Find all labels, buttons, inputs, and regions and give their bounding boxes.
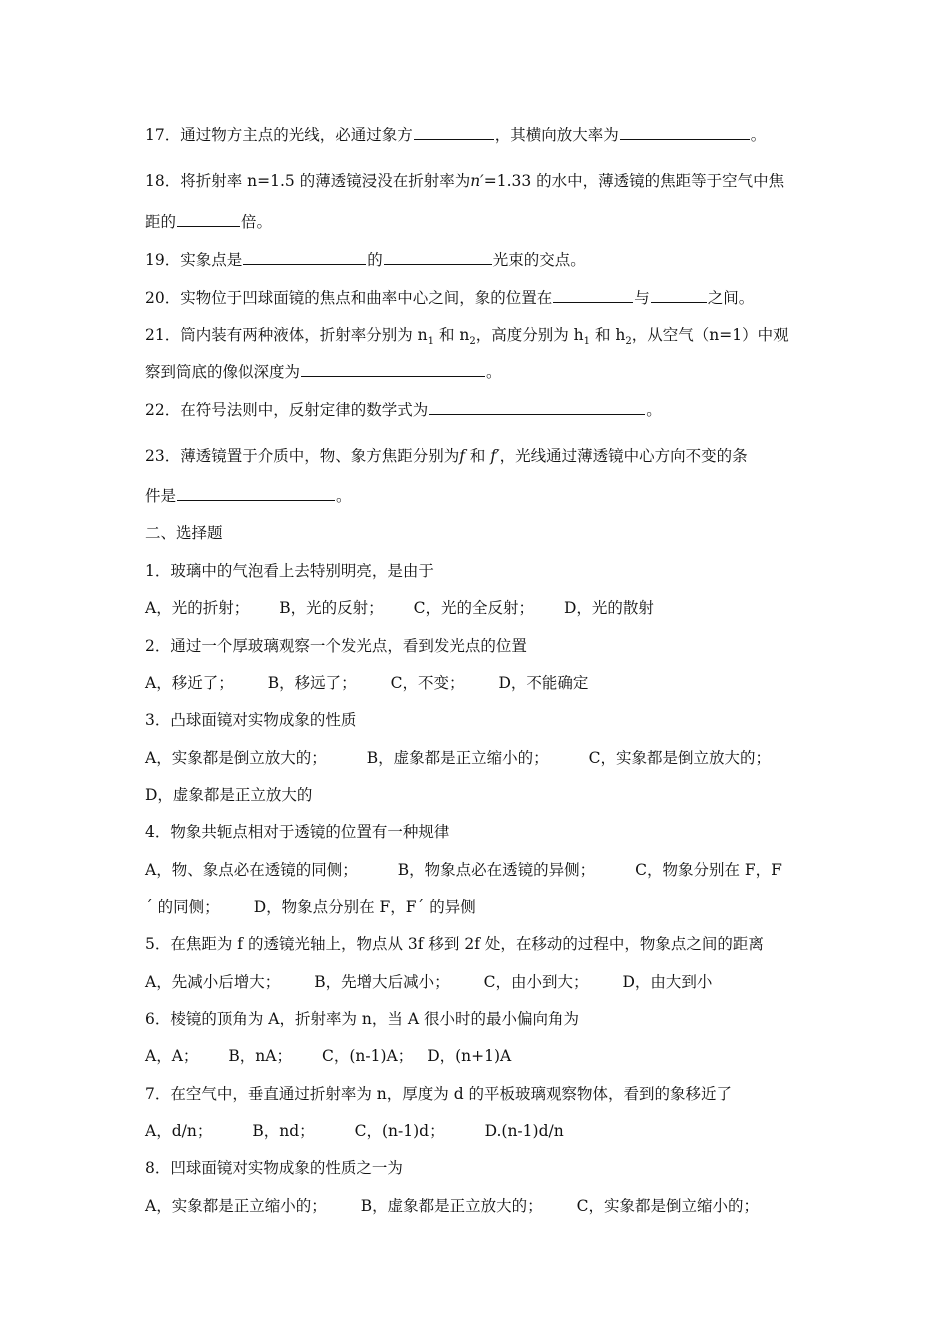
option-a[interactable]: A，移近了； [145,674,234,692]
q21-text: 和 h [590,326,626,344]
blank[interactable] [651,287,707,303]
blank[interactable] [384,249,492,265]
subscript: 2 [625,336,632,347]
option-d[interactable]: D，由大到小 [622,973,713,991]
mcq-question: 6．棱镜的顶角为 A，折射率为 n，当 A 很小时的最小偏向角为 [145,1010,579,1028]
option-b[interactable]: B，物象点必在透镜的异侧； [397,861,596,879]
q23-text: 和 [464,447,491,465]
q19-text: 光束的交点。 [492,251,586,269]
q23-text: 件是 [145,487,177,505]
option-d[interactable]: D，(n+1)A [427,1047,512,1065]
option-b[interactable]: B，虚象都是正立缩小的； [366,749,549,767]
option-d[interactable]: D，光的散射 [563,599,654,617]
q19-text: 的 [367,251,383,269]
mcq-question: 2．通过一个厚玻璃观察一个发光点，看到发光点的位置 [145,637,527,655]
blank[interactable] [429,399,645,415]
blank[interactable] [620,124,750,140]
question-23 [145,446,748,466]
question-18 [145,171,784,191]
option-b[interactable]: B，移远了； [267,674,357,692]
focal-symbol: f′ [490,447,500,465]
option-a[interactable]: A，先减小后增大； [145,973,281,991]
mcq-options [145,673,588,693]
q21-text: 21．筒内装有两种液体，折射率分别为 n [145,326,428,344]
question-21 [145,325,789,345]
q21-text: ，高度分别为 h [475,326,584,344]
mcq-options [145,972,712,992]
focal-symbol: f [459,447,465,465]
blank[interactable] [177,485,335,501]
option-a[interactable]: A，物、象点必在透镜的同侧； [145,861,358,879]
option-d[interactable]: D，物象点分别在 F，F´ 的异侧 [253,898,476,916]
option-c[interactable]: C，(n-1)A； [321,1047,414,1065]
option-c[interactable]: C，不变； [390,674,465,692]
question-20 [145,287,754,308]
mcq-options [145,598,654,618]
option-a[interactable]: A，d/n； [145,1122,213,1140]
mcq-question: 3．凸球面镜对实物成象的性质 [145,711,357,729]
option-c[interactable]: C，光的全反射； [413,599,534,617]
section-title: 二、选择题 [145,524,223,542]
option-a[interactable]: A，光的折射； [145,599,250,617]
blank[interactable] [243,249,366,265]
mcq-options [145,1196,759,1216]
q21-text: 和 n [434,326,470,344]
question-21-cont [145,361,502,382]
mcq-options [145,1121,564,1141]
option-c[interactable]: C，实象都是倒立放大的； [588,749,771,767]
q19-text: 19．实象点是 [145,251,243,269]
option-c[interactable]: C，实象都是倒立缩小的； [576,1197,759,1215]
mcq-question: 8．凹球面镜对实物成象的性质之一为 [145,1159,403,1177]
q22-text: 。 [646,401,662,419]
option-d[interactable]: D，虚象都是正立放大的 [145,786,313,804]
option-a[interactable]: A，实象都是正立缩小的； [145,1197,327,1215]
q23-text: 23．薄透镜置于介质中，物、象方焦距分别为 [145,447,460,465]
mcq-options [145,1046,511,1066]
option-c[interactable]: C，(n-1)d； [354,1122,445,1140]
mcq-question: 4．物象共轭点相对于透镜的位置有一种规律 [145,823,450,841]
q17-text: 17．通过物方主点的光线，必通过象方 [145,126,413,144]
q20-text: 之间。 [707,289,755,307]
option-c-cont: ´ 的同侧； [145,898,220,916]
blank[interactable] [177,211,240,227]
mcq-options-cont [145,785,312,805]
option-a[interactable]: A，A； [145,1047,199,1065]
option-c[interactable]: C，物象分别在 F，F [635,861,782,879]
mcq-question: 5．在焦距为 f 的透镜光轴上，物点从 3f 移到 2f 处，在移动的过程中，物象点之间的距离 [145,935,764,953]
subscript: 1 [427,336,435,347]
q21-text: ，从空气（n=1）中观 [631,326,789,344]
option-b[interactable]: B，先增大后减小； [314,973,450,991]
blank[interactable] [301,361,485,377]
question-17 [145,124,766,145]
q23-text: ，光线通过薄透镜中心方向不变的条 [499,447,748,465]
blank[interactable] [414,124,494,140]
mcq-options [145,860,782,880]
mcq-options-cont [145,897,476,917]
q18-text: =1.33 的水中，薄透镜的焦距等于空气中焦 [483,172,785,190]
subscript: 1 [583,336,591,347]
subscript: 2 [469,336,476,347]
q22-text: 22．在符号法则中，反射定律的数学式为 [145,401,429,419]
question-18-cont [145,211,272,232]
q20-text: 与 [634,289,650,307]
mcq-options [145,748,771,768]
refractive-index-symbol: n′ [470,172,484,190]
q17-text: ，其横向放大率为 [494,126,619,144]
q18-text: 倍。 [241,213,273,231]
question-19 [145,249,586,270]
question-23-cont [145,485,352,506]
option-d[interactable]: D.(n-1)d/n [484,1122,564,1140]
option-a[interactable]: A，实象都是倒立放大的； [145,749,327,767]
q17-text: 。 [750,126,767,144]
mcq-question: 7．在空气中，垂直通过折射率为 n，厚度为 d 的平板玻璃观察物体，看到的象移近了 [145,1085,733,1103]
option-c[interactable]: C，由小到大； [483,973,589,991]
option-b[interactable]: B，虚象都是正立放大的； [360,1197,543,1215]
q21-text: 察到筒底的像似深度为 [145,363,301,381]
option-d[interactable]: D，不能确定 [498,674,589,692]
q23-text: 。 [336,487,352,505]
q18-text: 距的 [145,213,177,231]
blank[interactable] [553,287,633,303]
q21-text: 。 [486,363,502,381]
q18-text: 18．将折射率 n=1.5 的薄透镜浸没在折射率为 [145,172,471,190]
q20-text: 20．实物位于凹球面镜的焦点和曲率中心之间，象的位置在 [145,289,553,307]
option-b[interactable]: B，光的反射； [279,599,384,617]
question-22 [145,399,662,420]
option-b[interactable]: B，nd； [252,1122,315,1140]
option-b[interactable]: B，nA； [228,1047,292,1065]
mcq-question: 1．玻璃中的气泡看上去特别明亮，是由于 [145,562,434,580]
